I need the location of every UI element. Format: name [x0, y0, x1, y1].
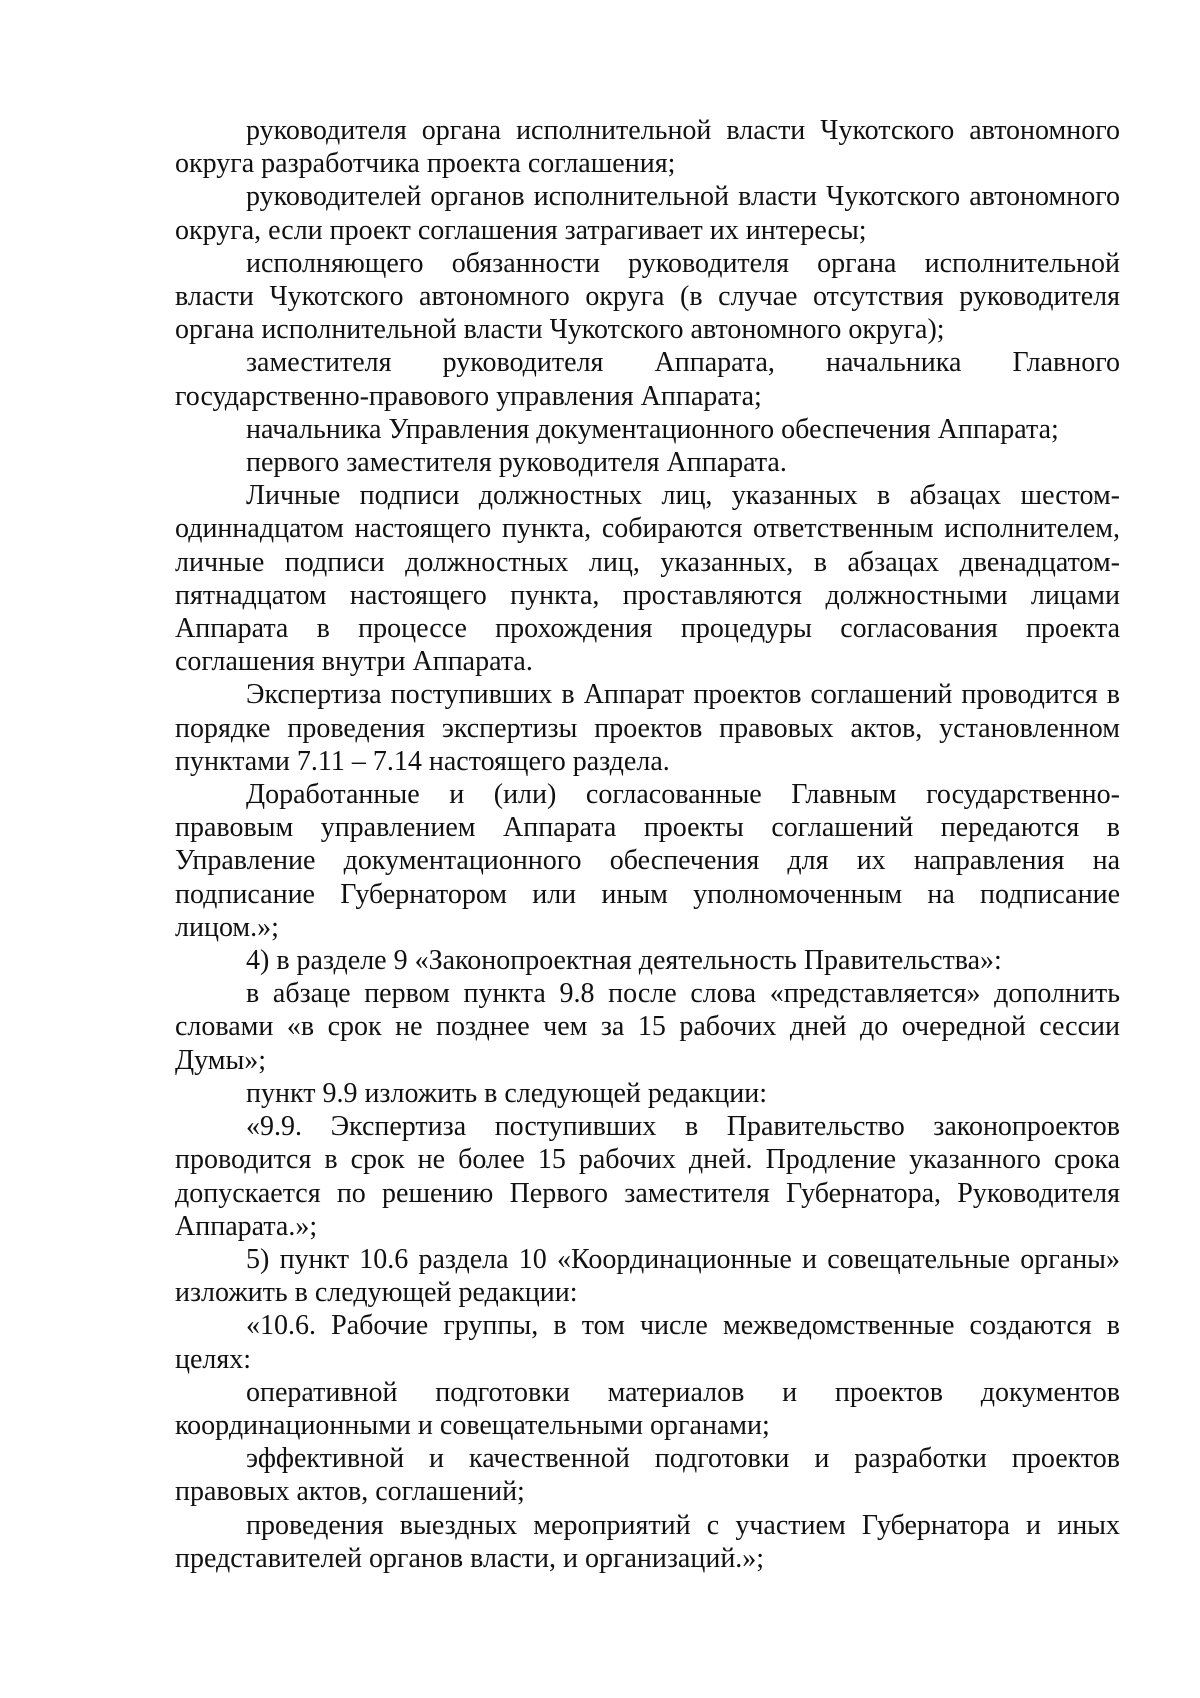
- document-body: [175, 114, 1120, 1575]
- paragraph: Экспертиза поступивших в Аппарат проектов соглашений проводится в порядке проведения экспертизы проектов правовых актов, установленном пунктами 7.11 – 7.14 настоящего раздела.: [175, 679, 1120, 777]
- paragraph: заместителя руководителя Аппарата, начальника Главного государственно-правового управления Аппарата;: [175, 347, 1120, 412]
- paragraph: оперативной подготовки материалов и проектов документов координационными и совещательными органами;: [175, 1376, 1120, 1441]
- paragraph: «10.6. Рабочие группы, в том числе межведомственные создаются в целях:: [175, 1310, 1120, 1375]
- paragraph: первого заместителя руководителя Аппарата.: [246, 447, 787, 479]
- paragraph: 4) в разделе 9 «Законопроектная деятельность Правительства»:: [246, 945, 1002, 977]
- paragraph: начальника Управления документационного обеспечения Аппарата;: [246, 413, 1059, 445]
- paragraph: исполняющего обязанности руководителя органа исполнительной власти Чукотского автономного округа (в случае отсутствия руководителя органа исполнительной власти Чукотского автономного округа);: [175, 247, 1120, 346]
- paragraph: Личные подписи должностных лиц, указанных в абзацах шестом-одиннадцатом настоящего пункта, собираются ответственным исполнителем, личные подписи должностных лиц, указанных, в абзацах двенадцатом-пятнадцатом настоящего пункта, проставляются должностными лицами Аппарата в процессе прохождения процедуры согласования проекта соглашения внутри Аппарата.: [175, 480, 1120, 678]
- paragraph: «9.9. Экспертиза поступивших в Правительство законопроектов проводится в срок не более 15 рабочих дней. Продление указанного срока допускается по решению Первого заместителя Губернатора, Руководителя Аппарата.»;: [175, 1111, 1120, 1242]
- paragraph: Доработанные и (или) согласованные Главным государственно-правовым управлением Аппарата проекты соглашений передаются в Управление документационного обеспечения для их направления на подписание Губернатором или иным уполномоченным на подписание лицом.»;: [175, 779, 1120, 943]
- paragraph: 5) пункт 10.6 раздела 10 «Координационные и совещательные органы» изложить в следующей редакции:: [175, 1243, 1120, 1309]
- paragraph: пункт 9.9 изложить в следующей редакции:: [246, 1077, 767, 1109]
- paragraph: проведения выездных мероприятий с участием Губернатора и иных представителей органов власти, и организаций.»;: [175, 1509, 1120, 1574]
- paragraph: руководителя органа исполнительной власти Чукотского автономного округа разработчика проекта соглашения;: [175, 115, 1120, 180]
- paragraph: эффективной и качественной подготовки и разработки проектов правовых актов, соглашений;: [175, 1443, 1120, 1508]
- paragraph: руководителей органов исполнительной власти Чукотского автономного округа, если проект соглашения затрагивает их интересы;: [175, 181, 1120, 246]
- paragraph: в абзаце первом пункта 9.8 после слова «представляется» дополнить словами «в срок не позднее чем за 15 рабочих дней до очередной сессии Думы»;: [175, 978, 1120, 1076]
